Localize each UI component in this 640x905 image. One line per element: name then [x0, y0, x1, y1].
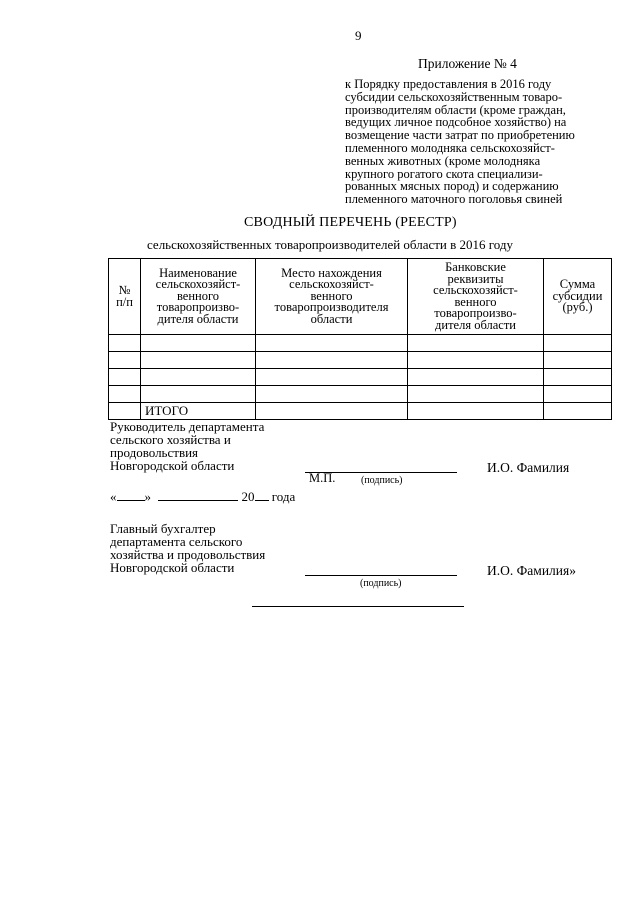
table-row	[109, 386, 612, 403]
signature1-caption: (подпись)	[361, 475, 403, 486]
appendix-line: возмещение части затрат по приобретению	[345, 128, 575, 143]
appendix-line: ведущих личное подсобное хозяйство) на	[345, 115, 567, 130]
header-cell-name: Наименование сельскохозяйст- венного товаропроизво- дителя области	[141, 259, 256, 335]
registry-title: СВОДНЫЙ ПЕРЕЧЕНЬ (РЕЕСТР)	[244, 215, 457, 230]
header-cell-number: № п/п	[109, 259, 141, 335]
appendix-title: Приложение № 4	[418, 56, 517, 71]
signature1-name: И.О. Фамилия	[487, 460, 570, 475]
appendix-line: к Порядку предоставления в 2016 году	[345, 77, 552, 91]
header-cell-location: Место нахождения сельскохозяйст- венного товаропроизводителя области	[256, 259, 408, 335]
appendix-line: рованных мясных пород) и содержанию	[345, 179, 559, 194]
signature2-name: И.О. Фамилия»	[487, 563, 576, 578]
appendix-line: производителям области (кроме граждан,	[345, 102, 566, 117]
table-header-row	[109, 259, 612, 335]
table-row	[109, 352, 612, 369]
registry-table	[108, 258, 612, 420]
registry-subtitle: сельскохозяйственных товаропроизводителей области в 2016 году	[147, 237, 514, 252]
table-row	[109, 369, 612, 386]
end-separator-line	[252, 606, 464, 607]
signature2-caption: (подпись)	[360, 578, 402, 589]
appendix-line: крупного рогатого скота специализи-	[345, 166, 543, 181]
total-label: ИТОГО	[141, 403, 256, 420]
signature2-line	[305, 575, 457, 576]
table-row	[109, 335, 612, 352]
stamp-label: М.П.	[309, 471, 336, 485]
header-cell-subsidy-sum: Сумма субсидии (руб.)	[544, 259, 612, 335]
appendix-line: племенного маточного поголовья свиней	[345, 192, 563, 207]
appendix-line: субсидии сельскохозяйственным товаро-	[345, 89, 563, 104]
date-line: « » 20 года	[110, 489, 296, 504]
appendix-line: племенного молодняка сельскохозяйст-	[345, 140, 555, 155]
page-number: 9	[355, 28, 362, 43]
appendix-text	[345, 78, 615, 206]
signature2-position: Главный бухгалтер департамента сельского хозяйства и продовольствия Новгородской области	[110, 521, 266, 575]
table-total-row	[109, 403, 612, 420]
header-cell-bank-details: Банковские реквизиты сельскохозяйст- венного товаропроизво- дителя области	[408, 259, 544, 335]
signature1-position: Руководитель департамента сельского хозяйства и продовольствия Новгородской области	[110, 419, 265, 473]
appendix-line: венных животных (кроме молодняка	[345, 153, 541, 168]
